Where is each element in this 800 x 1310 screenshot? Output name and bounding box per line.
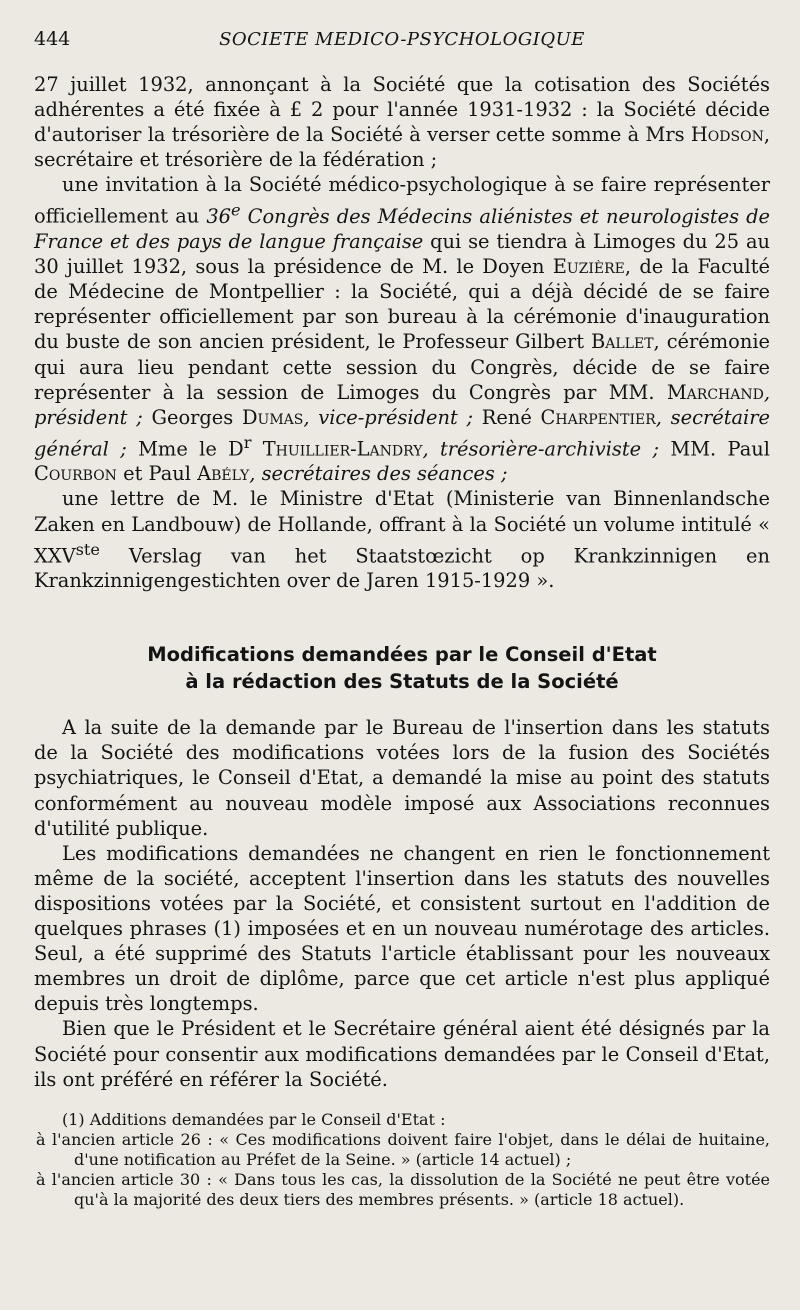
text-run: , secrétaire et trésorière de la fédération ;	[34, 123, 770, 172]
section-paragraph: Bien que le Président et le Secrétaire général aient été désignés par la Société pour consentir aux modifications demandées par le Conseil d'Etat, ils ont préféré en référer la Société.	[34, 1017, 770, 1091]
paragraph-hodson	[34, 72, 770, 172]
name-dumas: Dumas	[241, 405, 304, 429]
text-run: Mme le D	[126, 437, 244, 461]
name-hodson: Hodson	[690, 123, 764, 147]
text-run: Georges	[142, 405, 242, 429]
role-secretaires: , secrétaires des séances ;	[249, 462, 508, 486]
name-euziere: Euzière	[552, 255, 625, 279]
role-secretaire-general: , secrétaire général ;	[34, 405, 770, 461]
footnote-intro: (1) Additions demandées par le Conseil d'Etat :	[62, 1109, 446, 1129]
text-run: , de la Faculté de Médecine de Montpellier : la Société, qui a déjà décidé de se faire représenter officiellement par son bureau à la cérémonie d'inauguration du buste de son ancien président, le Professeur Gilbert	[34, 255, 771, 354]
text-run: , cérémonie qui aura lieu pendant cette session du Congrès, décide de se faire représenter à la session de Limoges du Congrès par MM.	[34, 330, 770, 404]
name-thuillier-landry: Thuillier-Landry	[251, 437, 423, 461]
name-courbon: Courbon	[34, 462, 117, 486]
superscript: r	[243, 432, 252, 452]
name-abely: Abély	[197, 462, 250, 486]
page-number: 444	[34, 28, 71, 50]
role-tresoriere: , trésorière-archiviste ;	[422, 437, 660, 461]
footnotes	[34, 1110, 770, 1210]
paragraph-lettre-ministre	[34, 486, 770, 593]
text-run: et Paul	[116, 462, 198, 486]
section-heading-line-1: Modifications demandées par le Conseil d'Etat	[147, 643, 657, 667]
name-marchand: Marchand	[666, 380, 764, 404]
footnote-item: à l'ancien article 26 : « Ces modifications doivent faire l'objet, dans le délai de huitaine, d'une notification au Préfet de la Seine. » (article 14 actuel) ;	[36, 1129, 770, 1169]
role-vice-president: , vice-président ;	[303, 405, 474, 429]
text-run: une invitation à la Société médico-psychologique à se faire représenter officiellement au	[34, 173, 770, 228]
text-run: une lettre de M. le Ministre d'Etat (Ministerie van Binnenlandsche Zaken en Landbouw) de Hollande, offrant à la Société un volume intitulé « XXV	[34, 487, 770, 568]
superscript: e	[231, 200, 241, 220]
text-run: 27 juillet 1932, annonçant à la Société que la cotisation des Sociétés adhérentes a été fixée à £ 2 pour l'année 1931-1932 : la Société décide d'autoriser la trésorière de la Société à verser cette somme à Mrs	[34, 73, 770, 147]
text-run: MM. Paul	[659, 437, 770, 461]
paragraph-invitation	[34, 172, 770, 486]
section-heading	[34, 641, 770, 695]
name-ballet: Ballet	[591, 330, 654, 354]
superscript: ste	[75, 539, 100, 559]
name-charpentier: Charpentier	[540, 405, 656, 429]
section-paragraph: Les modifications demandées ne changent en rien le fonctionnement même de la société, acceptent l'insertion dans les statuts des nouvelles dispositions votées par la Société, et consistent surtout en l'addition de quelques phrases (1) imposées et en un nouveau numérotage des articles. Seul, a été supprimé des Statuts l'article établissant pour les nouveaux membres un droit de diplôme, parce que cet article n'est plus appliqué depuis très longtemps.	[34, 841, 770, 1016]
congress-number: 36	[206, 204, 232, 228]
text-run: René	[473, 405, 541, 429]
body-text	[34, 72, 770, 1092]
text-run: qui se tiendra à Limoges du 25 au 30 juillet 1932, sous la présidence de M. le Doyen	[34, 230, 771, 279]
footnote-item: à l'ancien article 30 : « Dans tous les cas, la dissolution de la Société ne peut être votée qu'à la majorité des deux tiers des membres présents. » (article 18 actuel).	[36, 1169, 770, 1209]
text-run: Verslag van het Staatstœzicht op Krankzinnigen en Krankzinnigengestichten over de Jaren 1915-1929 ».	[34, 544, 770, 593]
page-header	[34, 28, 770, 68]
running-title: SOCIETE MEDICO-PSYCHOLOGIQUE	[219, 29, 585, 50]
congress-title: Congrès des Médecins aliénistes et neurologistes de France et des pays de langue française	[34, 204, 770, 254]
role-president: , président ;	[34, 380, 770, 429]
section-heading-line-2: à la rédaction des Statuts de la Société	[185, 670, 619, 694]
section-paragraph: A la suite de la demande par le Bureau de l'insertion dans les statuts de la Société des modifications votées lors de la fusion des Sociétés psychiatriques, le Conseil d'Etat, a demandé la mise au point des statuts conformément au nouveau modèle imposé aux Associations reconnues d'utilité publique.	[34, 716, 770, 840]
